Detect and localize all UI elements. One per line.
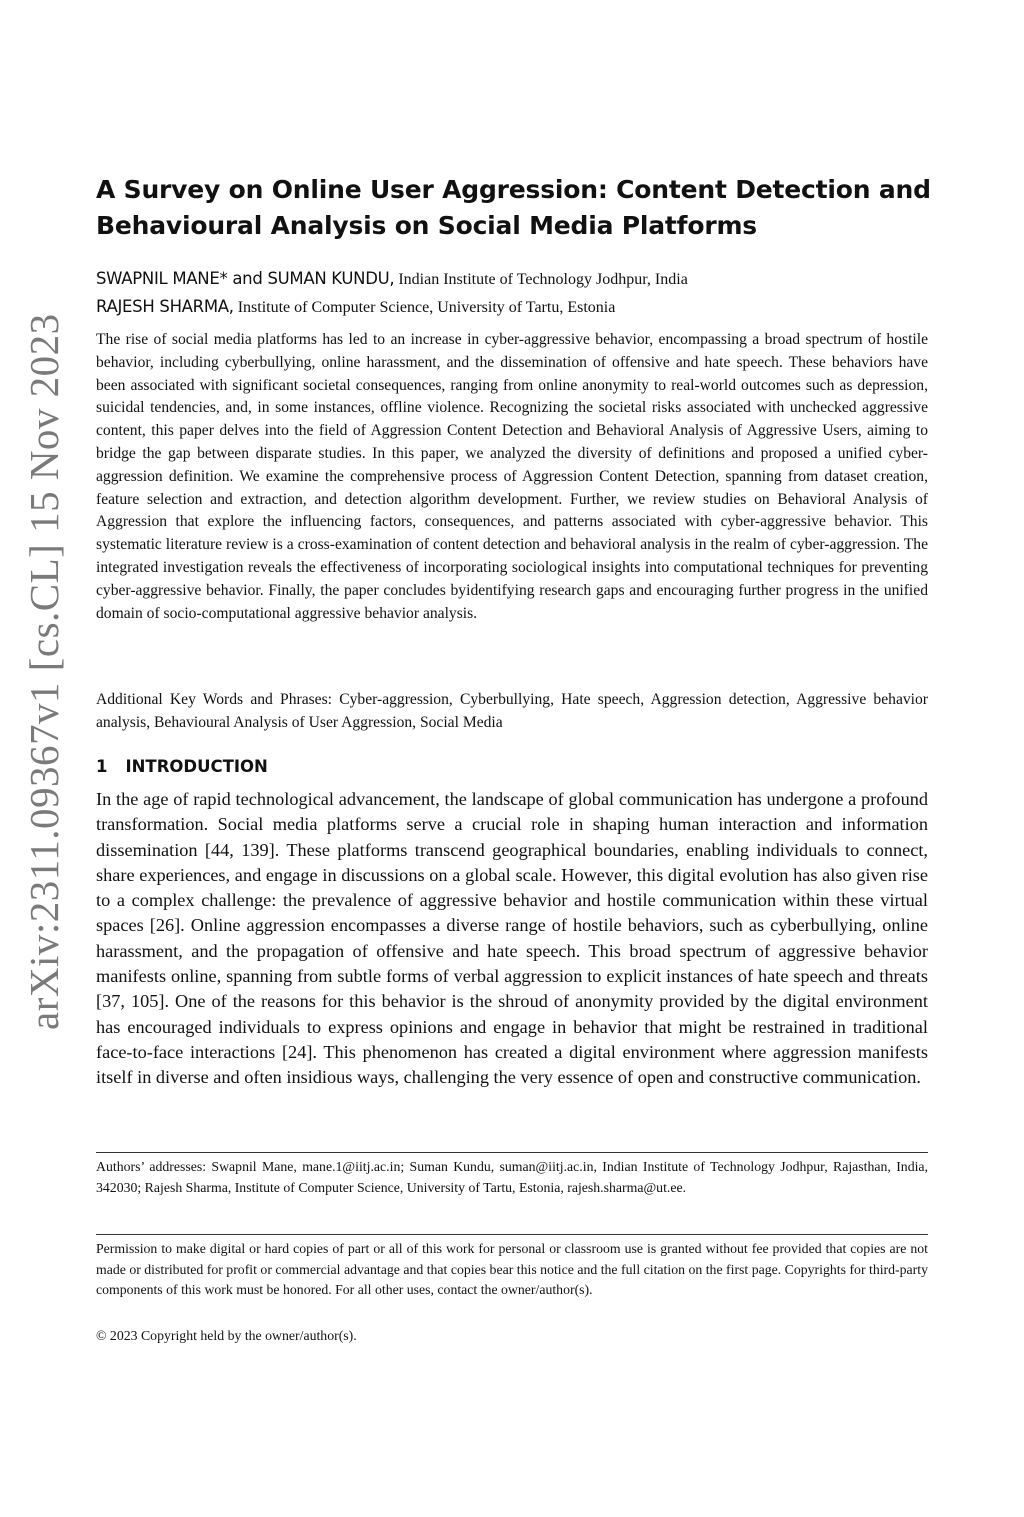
abstract: The rise of social media platforms has led to an increase in cyber-aggressive behavior, encompassing a broad spectrum of hostile behavior, including cyberbullying, online harassment, and the dissemination of offensive and hate speech. These behaviors have been associated with significant societal consequences, ranging from online anonymity to real-world outcomes such as depression, suicidal tendencies, and, in some instances, offline violence. Recognizing the societal risks associated with unchecked aggressive content, this paper delves into the field of Aggression Content Detection and Behavioral Analysis of Aggressive Users, aiming to bridge the gap between disparate studies. In this paper, we analyzed the diversity of definitions and proposed a unified cyber-aggression definition. We examine the comprehensive process of Aggression Content Detection, spanning from dataset creation, feature selection and extraction, and detection algorithm development. Further, we review studies on Behavioral Analysis of Aggression that explore the influencing factors, consequences, and patterns associated with cyber-aggressive behavior. This systematic literature review is a cross-examination of content detection and behavioral analysis in the realm of cyber-aggression. The integrated investigation reveals the effectiveness of incorporating sociological insights into computational techniques for preventing cyber-aggressive behavior. Finally, the paper concludes byidentifying research gaps and encouraging further progress in the unified domain of socio-computational aggressive behavior analysis. bbox=[96, 331, 928, 622]
author-names: SWAPNIL MANE* and SUMAN KUNDU, bbox=[96, 269, 395, 288]
section-title: INTRODUCTION bbox=[125, 757, 268, 776]
author-block bbox=[96, 265, 936, 321]
footnote-divider bbox=[96, 1234, 928, 1235]
keywords: Additional Key Words and Phrases: Cyber-aggression, Cyberbullying, Hate speech, Aggression detection, Aggressive behavior analysis, Behavioural Analysis of User Aggression, Social Media bbox=[96, 691, 928, 731]
permission-notice: Permission to make digital or hard copies of part or all of this work for personal or classroom use is granted without fee provided that copies are not made or distributed for profit or commercial advantage and that copies bear this notice and the full citation on the first page. Copyrights for third-party components of this work must be honored. For all other uses, contact the owner/author(s). bbox=[96, 1241, 928, 1297]
author-addresses: Authors’ addresses: Swapnil Mane, mane.1@iitj.ac.in; Suman Kundu, suman@iitj.ac.in, Indian Institute of Technology Jodhpur, Rajasthan, India, 342030; Rajesh Sharma, Institute of Computer Science, University of Tartu, Estonia, rajesh.sharma@ut.ee. bbox=[96, 1159, 928, 1195]
copyright-notice: © 2023 Copyright held by the owner/author(s). bbox=[96, 1328, 357, 1343]
section-heading bbox=[96, 757, 286, 776]
introduction-paragraph: In the age of rapid technological advancement, the landscape of global communication has undergone a profound transformation. Social media platforms serve a crucial role in shaping human interaction and information dissemination [44, 139]. These platforms transcend geographical boundaries, enabling individuals to connect, share experiences, and engage in discussions on a global scale. However, this digital evolution has also given rise to a complex challenge: the prevalence of aggressive behavior and hostile communication within these virtual spaces [26]. Online aggression encompasses a diverse range of hostile behaviors, such as cyberbullying, online harassment, and the propagation of offensive and hate speech. This broad spectrum of aggressive behavior manifests online, spanning from subtle forms of verbal aggression to explicit instances of hate speech and threats [37, 105]. One of the reasons for this behavior is the shroud of anonymity provided by the digital environment has encouraged individuals to express opinions and engage in behavior that might be restrained in traditional face-to-face interactions [24]. This phenomenon has created a digital environment where aggression manifests itself in diverse and often insidious ways, challenging the very essence of open and constructive communication. bbox=[96, 789, 928, 1088]
footnote-divider bbox=[96, 1152, 928, 1153]
author-affiliation: Indian Institute of Technology Jodhpur, India bbox=[394, 271, 688, 288]
arxiv-identifier: arXiv:2311.09367v1 [cs.CL] 15 Nov 2023 bbox=[21, 313, 67, 1030]
section-number: 1 bbox=[96, 757, 108, 776]
paper-title: A Survey on Online User Aggression: Content Detection and Behavioural Analysis on Social Media Platforms bbox=[96, 175, 931, 240]
author-names: RAJESH SHARMA, bbox=[96, 297, 234, 316]
author-affiliation: Institute of Computer Science, University of Tartu, Estonia bbox=[233, 299, 616, 316]
